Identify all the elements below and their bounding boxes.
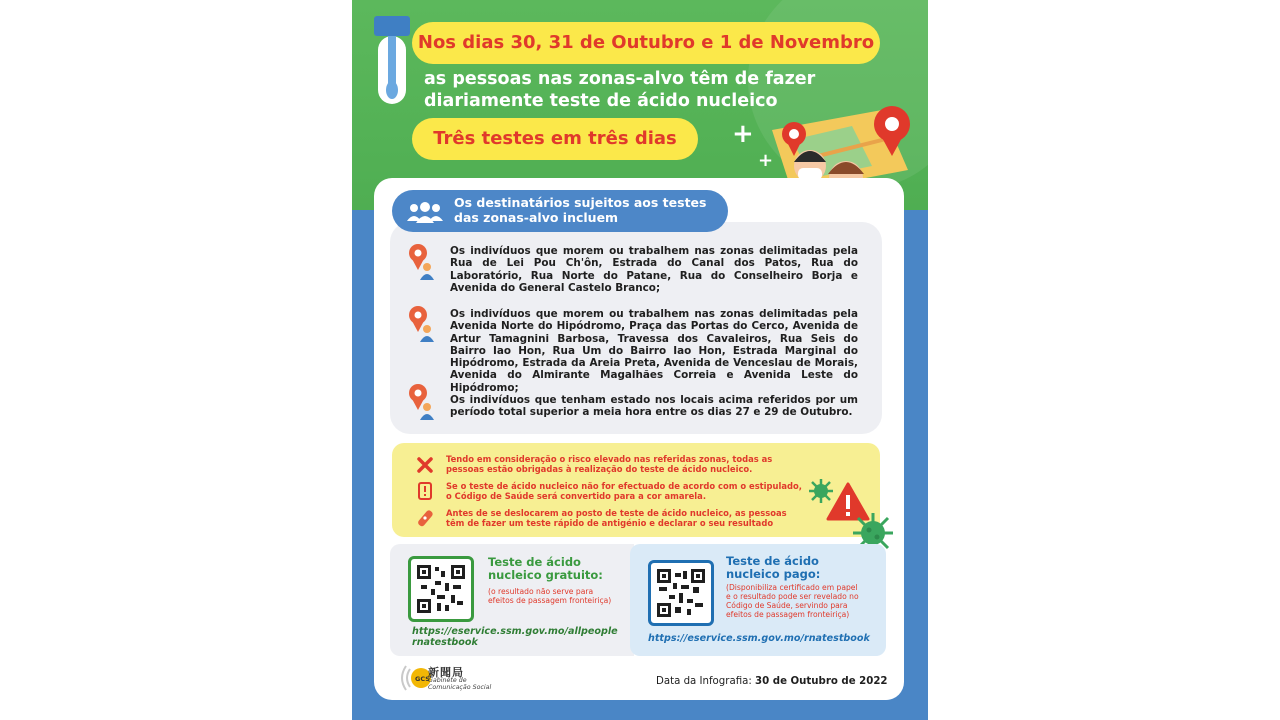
audience-item-3: Os indivíduos que tenham estado nos locais acima referidos por um período total superior a meia hora entre os dias 27 e 29 de Outubro. (450, 394, 858, 419)
svg-text:+: + (732, 119, 754, 149)
phone-alert-icon (416, 482, 434, 500)
tagline-banner: Três testes em três dias (412, 118, 698, 160)
x-icon (416, 456, 434, 474)
test-kit-icon (416, 509, 434, 527)
location-person-icon (406, 382, 436, 422)
paid-test-qr-code[interactable] (648, 560, 714, 626)
paid-test-note: (Disponibiliza certificado em papel e o resultado pode ser revelado no Código de Saúde, servindo para efeitos de passagem fronteiriça) (726, 583, 859, 619)
warning-text-2: Se o teste de ácido nucleico não for efectuado de acordo com o estipulado, o Código de Saúde será convertido para a cor amarela. (446, 481, 802, 502)
logo-badge: GCS (415, 675, 430, 683)
paid-test-url-link[interactable]: https://eservice.ssm.gov.mo/rnatestbook (648, 633, 870, 644)
logo-subtitle: Gabinete de Comunicação Social (428, 677, 492, 691)
svg-text:+: + (758, 150, 774, 171)
dates-banner: Nos dias 30, 31 de Outubro e 1 de Novembro (412, 22, 880, 64)
audience-item-2: Os indivíduos que morem ou trabalhem nas zonas delimitadas pela Avenida Norte do Hipódromo, Praça das Portas do Cerco, Avenida de Artur Tamagnini Barbosa, Travessa dos Cavaleiros, Rua Seis do Bairro Iao Hon, Rua Um do Bairro Iao Hon, Estrada Marginal do Hipódromo, Estrada da Areia Preta, Avenida de Venceslau de Morais, Avenida do Almirante Magalhães Correia e Avenida Leste do Hipódromo; (450, 308, 858, 394)
warning-text-1: Tendo em consideração o risco elevado nas referidas zonas, todas as pessoas estão obrigadas à realização do teste de ácido nucleico. (446, 454, 773, 475)
infographic-date: Data da Infografia: 30 de Outubro de 2022 (656, 676, 888, 687)
location-person-icon (406, 242, 436, 282)
paid-test-title: Teste de ácido nucleico pago: (726, 554, 821, 581)
qr-pattern-icon (417, 565, 465, 613)
free-test-qr-code[interactable] (408, 556, 474, 622)
qr-pattern-icon (657, 569, 705, 617)
test-tube-icon (372, 16, 412, 110)
free-test-title: Teste de ácido nucleico gratuito: (488, 555, 603, 582)
warning-text-3: Antes de se deslocarem ao posto de teste de ácido nucleico, as pessoas têm de fazer um teste rápido de antigénio e declarar o seu resultado (446, 508, 787, 529)
audience-item-1: Os indivíduos que morem ou trabalhem nas zonas delimitadas pela Rua de Lei Pou Ch'ôn, Estrada do Canal dos Patos, Rua do Laboratório, Rua Norte do Patane, Rua do Conselheiro Borja e Avenida do General Castelo Branco; (450, 245, 858, 294)
audience-title-banner: Os destinatários sujeitos aos testes das zonas-alvo incluem (392, 190, 728, 232)
location-person-icon (406, 304, 436, 344)
group-icon (406, 201, 444, 223)
logo-chinese-text: 新聞局 (428, 666, 464, 679)
free-test-url-link[interactable]: https://eservice.ssm.gov.mo/allpeople rnatestbook (412, 626, 618, 648)
infographic-poster (352, 0, 928, 720)
free-test-note: (o resultado não serve para efeitos de passagem fronteiriça) (488, 587, 612, 605)
header-subtitle: as pessoas nas zonas-alvo têm de fazer diariamente teste de ácido nucleico (424, 69, 816, 111)
